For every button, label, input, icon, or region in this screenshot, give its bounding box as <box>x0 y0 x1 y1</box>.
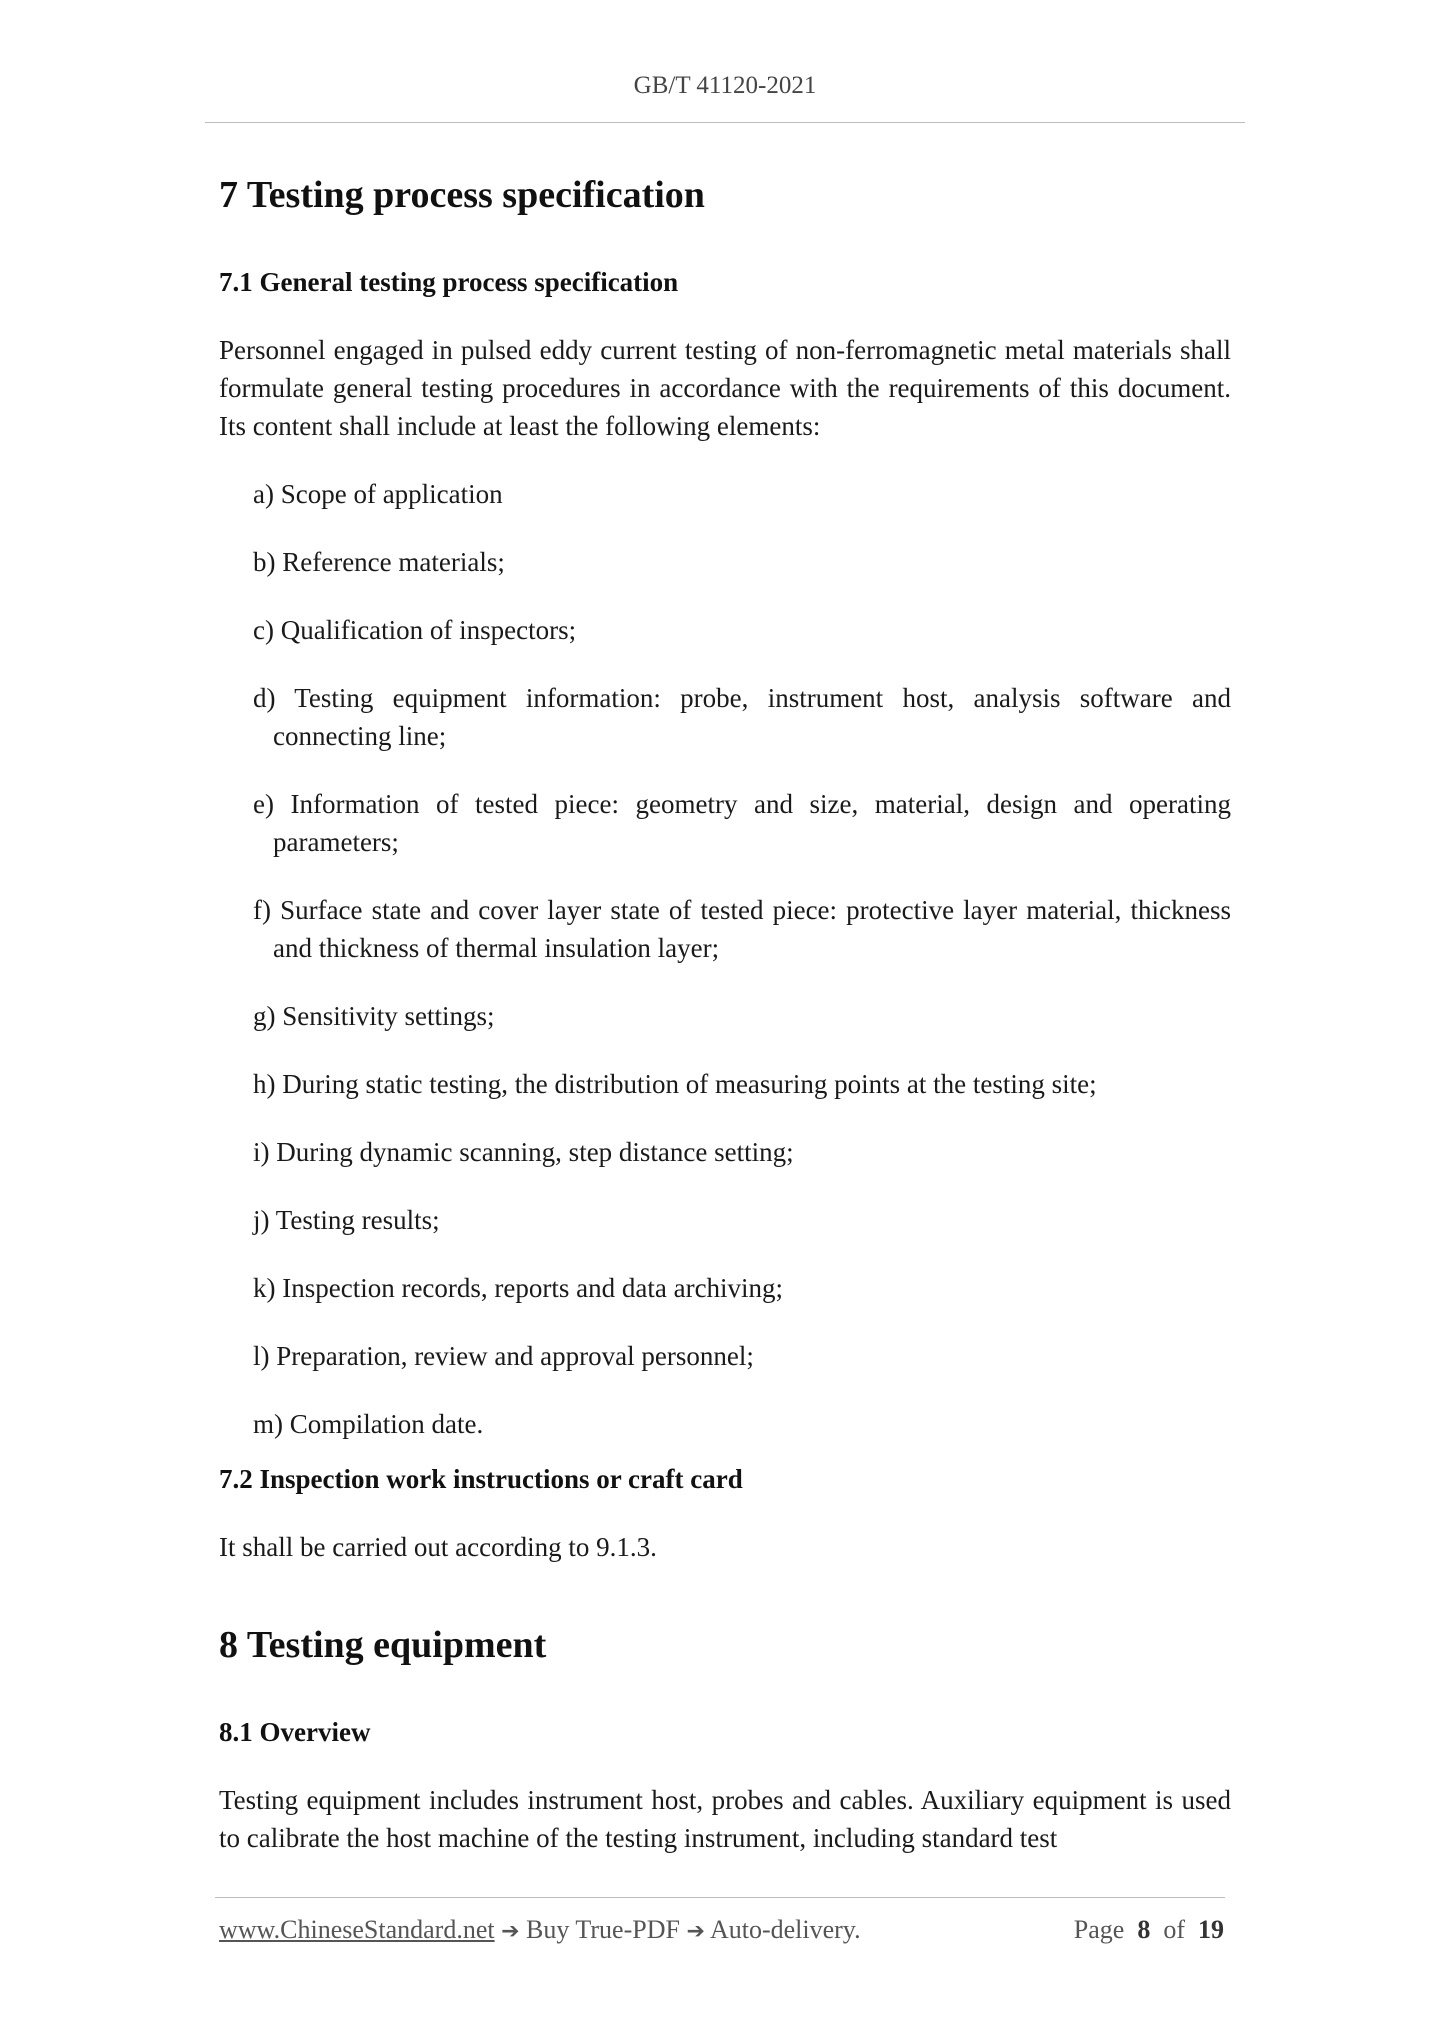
section-8-title: 8 Testing equipment <box>219 1624 547 1666</box>
page-number: Page 8 of 19 <box>1073 1915 1224 1944</box>
section-8-1-heading: 8.1 Overview <box>219 1717 371 1747</box>
section-7-2-heading: 7.2 Inspection work instructions or craft card <box>219 1464 743 1494</box>
header-divider <box>205 122 1245 123</box>
current-page: 8 <box>1137 1915 1151 1944</box>
footer-promo <box>219 1915 861 1945</box>
section-7-2-text: It shall be carried out according to 9.1.3. <box>219 1532 657 1562</box>
page-content <box>219 164 1231 1857</box>
list-item: a) Scope of application <box>253 479 503 509</box>
list-item: h) During static testing, the distribution of measuring points at the testing site; <box>253 1069 1097 1099</box>
section-8-1-text: Testing equipment includes instrument host, probes and cables. Auxiliary equipment is used to calibrate the host machine of the testing instrument, including standard test <box>219 1785 1231 1853</box>
auto-delivery-text: Auto-delivery. <box>709 1915 861 1944</box>
list-item: d) Testing equipment information: probe, instrument host, analysis software and connecting line; <box>253 683 1231 751</box>
list-item: b) Reference materials; <box>253 547 505 577</box>
buy-pdf-text: Buy True-PDF <box>526 1915 680 1944</box>
list-item: j) Testing results; <box>253 1205 440 1235</box>
arrow-right-icon: ➔ <box>686 1919 705 1944</box>
website-link[interactable]: www.ChineseStandard.net <box>219 1915 495 1944</box>
document-header: GB/T 41120-2021 <box>633 72 817 99</box>
list-item: e) Information of tested piece: geometry and size, material, design and operating parameters; <box>253 789 1231 857</box>
section-7-1-heading: 7.1 General testing process specification <box>219 267 679 297</box>
arrow-right-icon: ➔ <box>501 1919 520 1944</box>
list-item: c) Qualification of inspectors; <box>253 615 577 645</box>
section-7-title: 7 Testing process specification <box>219 174 705 216</box>
list-item: g) Sensitivity settings; <box>253 1001 495 1031</box>
list-item: f) Surface state and cover layer state of tested piece: protective layer material, thickness and thickness of thermal insulation layer; <box>253 895 1231 963</box>
footer-divider <box>215 1897 1225 1898</box>
list-item: l) Preparation, review and approval personnel; <box>253 1341 754 1371</box>
list-item: k) Inspection records, reports and data archiving; <box>253 1273 784 1303</box>
page-footer <box>219 1915 1224 1945</box>
total-pages: 19 <box>1198 1915 1224 1944</box>
list-item: m) Compilation date. <box>253 1409 484 1439</box>
list-item: i) During dynamic scanning, step distance setting; <box>253 1137 794 1167</box>
section-7-1-intro: Personnel engaged in pulsed eddy current testing of non-ferromagnetic metal materials shall formulate general testing procedures in accordance with the requirements of this document. Its content shall include at least the following elements: <box>219 335 1231 441</box>
